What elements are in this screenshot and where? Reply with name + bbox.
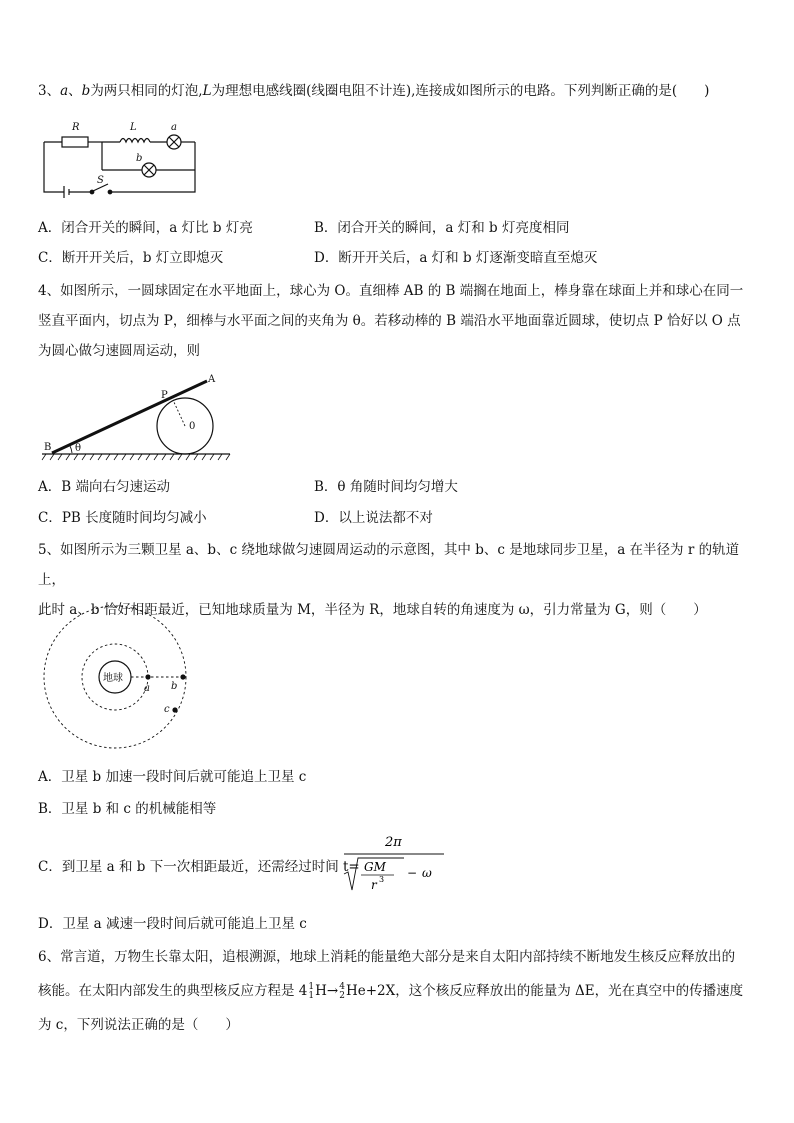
formula-omega: ω bbox=[422, 866, 432, 880]
label-P: P bbox=[161, 390, 168, 401]
q3-option-d[interactable]: D．断开开关后，a 灯和 b 灯逐渐变暗直至熄灭 bbox=[314, 250, 598, 266]
label-R: R bbox=[72, 122, 80, 133]
label-A: A bbox=[208, 374, 216, 385]
label-L: L bbox=[130, 122, 137, 133]
label-theta: θ bbox=[75, 443, 82, 454]
q4-option-c[interactable]: C．PB 长度随时间均匀减小 bbox=[38, 510, 207, 526]
question-6-stem: 6、常言道，万物生长靠太阳，追根溯源，地球上消耗的能量绝大部分是来自太阳内部持续不断地发生核反应释放出的 核能。在太阳内部发生的典型核反应方程是 41 1H→4 2He+2X，这个核反应释放出的能量为 ΔE，光在真空中的传播速度 为 c，下列说法正确的是（ ） bbox=[38, 949, 744, 1033]
label-b: b bbox=[171, 681, 178, 692]
formula-minus: − bbox=[407, 866, 418, 880]
circuit-diagram bbox=[40, 112, 200, 198]
q5-option-a[interactable]: A．卫星 b 加速一段时间后就可能追上卫星 c bbox=[38, 769, 307, 785]
label-a: a bbox=[171, 122, 177, 133]
formula-exp: 3 bbox=[379, 875, 385, 884]
q4-option-d[interactable]: D．以上说法都不对 bbox=[314, 510, 433, 526]
q3-option-a[interactable]: A．闭合开关的瞬间，a 灯比 b 灯亮 bbox=[38, 220, 253, 236]
rod-ball-diagram bbox=[40, 370, 240, 465]
q3-option-c[interactable]: C．断开开关后，b 灯立即熄灭 bbox=[38, 250, 224, 266]
label-B: B bbox=[44, 442, 52, 453]
satellite-orbit-diagram bbox=[40, 602, 190, 752]
label-earth: 地球 bbox=[103, 673, 123, 684]
q5-option-b[interactable]: B．卫星 b 和 c 的机械能相等 bbox=[38, 801, 217, 817]
q4-option-b[interactable]: B．θ 角随时间均匀增大 bbox=[314, 479, 458, 495]
formula-numerator: 2π bbox=[385, 835, 402, 850]
label-O: 0 bbox=[189, 421, 196, 432]
q3-option-b[interactable]: B．闭合开关的瞬间，a 灯和 b 灯亮度相同 bbox=[314, 220, 570, 236]
question-4-stem: 4、如图所示，一圆球固定在水平地面上，球心为 O。直细棒 AB 的 B 端搁在地面上，棒身靠在球面上并和球心在同一 竖直平面内，切点为 P，细棒与水平面之间的夹角为 θ。若移动棒的 B 端沿水平地面靠近圆球，使切点 P 恰好以 O 点 为圆心做匀速圆周运动，则 bbox=[38, 283, 744, 359]
label-a: a bbox=[144, 683, 150, 694]
q5-option-c[interactable]: C．到卫星 a 和 b 下一次相距最近，还需经过时间 t= bbox=[38, 859, 360, 875]
time-formula bbox=[340, 834, 450, 892]
label-b: b bbox=[136, 153, 143, 164]
formula-r: r bbox=[371, 878, 377, 892]
q4-option-a[interactable]: A．B 端向右匀速运动 bbox=[38, 479, 170, 495]
formula-gm: GM bbox=[364, 860, 386, 874]
label-S: S bbox=[97, 175, 104, 186]
label-c: c bbox=[164, 704, 170, 715]
question-5-stem: 5、如图所示为三颗卫星 a、b、c 绕地球做匀速圆周运动的示意图，其中 b、c 是地球同步卫星，a 在半径为 r 的轨道上， 此时 a、b 恰好相距最近，已知地球质量为 M，半径为 R，地球自转的角速度为 ω，引力常量为 G，则（ ） bbox=[38, 542, 740, 618]
question-3-stem: 3、a、b为两只相同的灯泡,L为理想电感线圈(线圈电阻不计连),连接成如图所示的电路。下列判断正确的是( ) bbox=[38, 83, 710, 99]
q5-option-d[interactable]: D．卫星 a 减速一段时间后就可能追上卫星 c bbox=[38, 916, 307, 932]
